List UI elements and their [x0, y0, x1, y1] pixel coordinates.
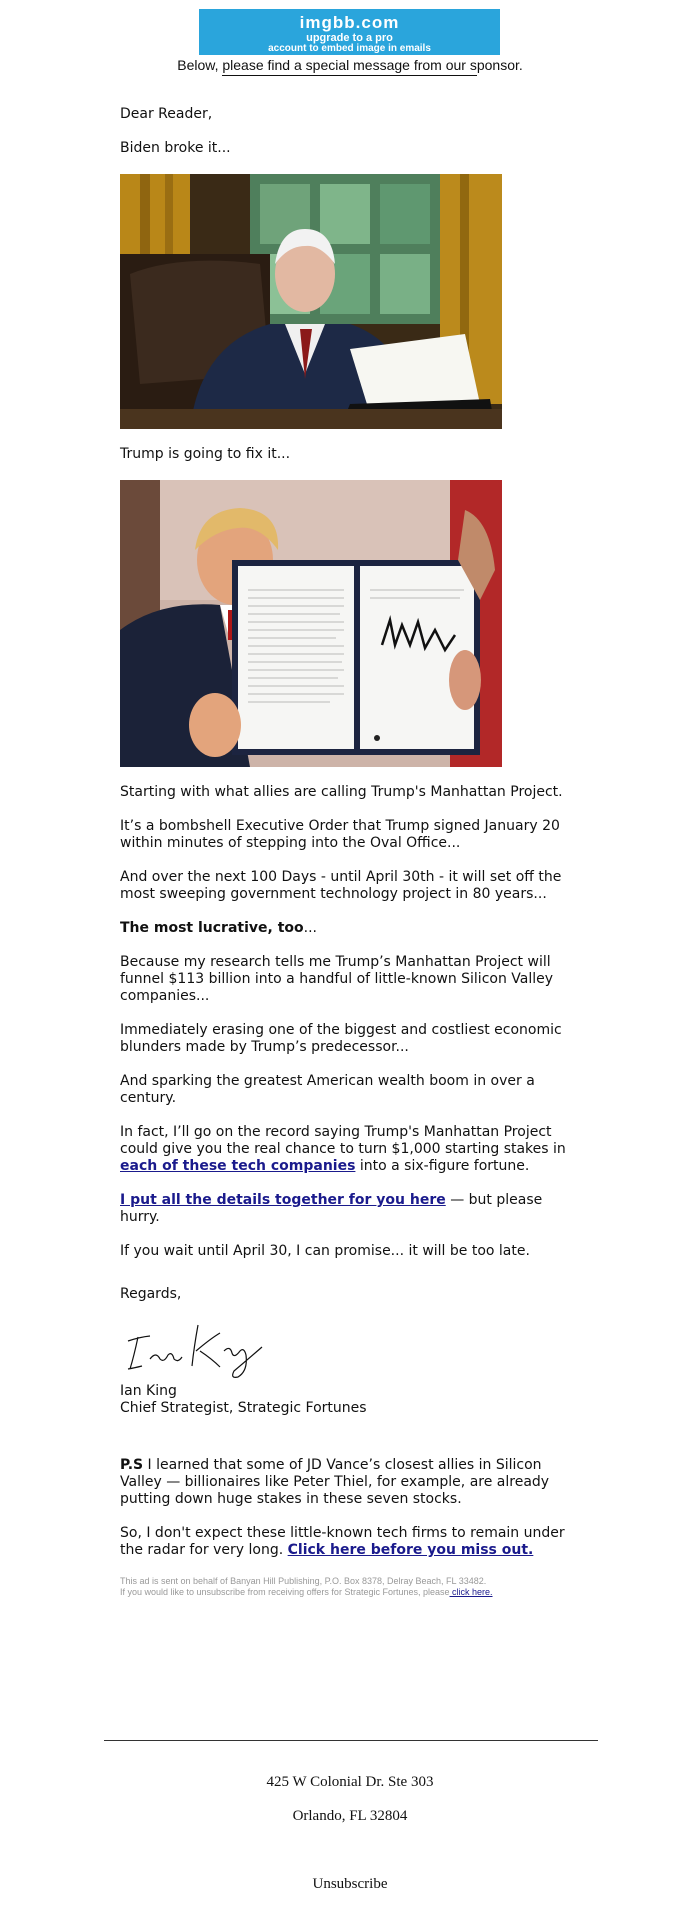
miss-out-link[interactable]: Click here before you miss out.: [287, 1542, 534, 1558]
paragraph-wait: If you wait until April 30, I can promise... it will be too late.: [120, 1243, 530, 1259]
banner-line-1: imgbb.com: [299, 13, 400, 32]
paragraph-broke: Biden broke it...: [120, 140, 231, 156]
signer-name: Ian King: [120, 1383, 177, 1399]
paragraph-starting: Starting with what allies are calling Trump's Manhattan Project.: [120, 784, 563, 800]
fine-print-line-1: This ad is sent on behalf of Banyan Hill Publishing, P.O. Box 8378, Delray Beach, FL 33482.: [120, 1576, 487, 1586]
paragraph-sparking: And sparking the greatest American wealth boom in over a century.: [120, 1073, 535, 1106]
paragraph-fix: Trump is going to fix it...: [120, 446, 291, 462]
lucrative-tail: ...: [303, 920, 317, 936]
paragraph-next-100-days: And over the next 100 Days - until April 30th - it will set off the most sweeping government technology project in 80 years...: [120, 869, 562, 902]
ps-text: I learned that some of JD Vance’s closest allies in Silicon Valley — billionaires like Peter Thiel, for example, are already putting down huge stakes in these seven stocks.: [120, 1457, 550, 1507]
paragraph-in-fact: [120, 1124, 580, 1175]
signer-block: [120, 1383, 580, 1417]
regards: Regards,: [120, 1286, 182, 1302]
paragraph-ps: [120, 1457, 580, 1508]
paragraph-erasing: Immediately erasing one of the biggest and costliest economic blunders made by Trump’s predecessor...: [120, 1022, 562, 1055]
biden-photo: [120, 174, 502, 429]
footer-address-2: Orlando, FL 32804: [292, 1808, 408, 1824]
ps-label: P.S: [120, 1457, 144, 1473]
sponsor-notice: Below, please find a special message from our sponsor.: [177, 57, 523, 73]
fine-print-pre: If you would like to unsubscribe from receiving offers for Strategic Fortunes, please: [120, 1587, 450, 1597]
footer-address-1: 425 W Colonial Dr. Ste 303: [266, 1774, 434, 1790]
image-host-banner[interactable]: [199, 9, 500, 55]
lucrative-bold: The most lucrative, too: [120, 920, 304, 936]
radar-pre: So, I don't expect these little-known tech firms to remain under the radar for very long.: [120, 1525, 565, 1558]
paragraph-research: Because my research tells me Trump’s Manhattan Project will funnel $113 billion into a handful of little-known Silicon Valley companies...: [120, 954, 554, 1004]
footer-unsubscribe-link[interactable]: Unsubscribe: [312, 1876, 388, 1892]
details-link[interactable]: I put all the details together for you here: [120, 1192, 446, 1208]
banner-line-2: upgrade to a pro: [306, 32, 393, 44]
details-post: — but please hurry.: [120, 1192, 543, 1225]
fine-print: [120, 1576, 580, 1598]
fine-print-line-2: [120, 1587, 580, 1598]
tech-companies-link[interactable]: each of these tech companies: [120, 1158, 356, 1174]
fact-pre: In fact, I’ll go on the record saying Trump's Manhattan Project could give you the real chance to turn $1,000 starting stakes in: [120, 1124, 566, 1157]
greeting: Dear Reader,: [120, 106, 213, 122]
signature-image: [120, 1311, 270, 1381]
fine-print-unsubscribe-link[interactable]: click here.: [449, 1587, 493, 1597]
signer-title: Chief Strategist, Strategic Fortunes: [120, 1400, 367, 1416]
paragraph-lucrative: [120, 920, 580, 937]
banner-line-3: account to embed image in emails: [268, 43, 431, 54]
paragraph-bombshell: It’s a bombshell Executive Order that Trump signed January 20 within minutes of stepping into the Oval Office...: [120, 818, 560, 851]
letter-body: [120, 106, 580, 1598]
fact-post: into a six-figure fortune.: [355, 1158, 530, 1174]
sponsor-underline: [222, 75, 477, 76]
trump-photo: [120, 480, 502, 767]
paragraph-radar: [120, 1525, 580, 1559]
footer-divider: [104, 1740, 598, 1741]
paragraph-details: [120, 1192, 580, 1226]
